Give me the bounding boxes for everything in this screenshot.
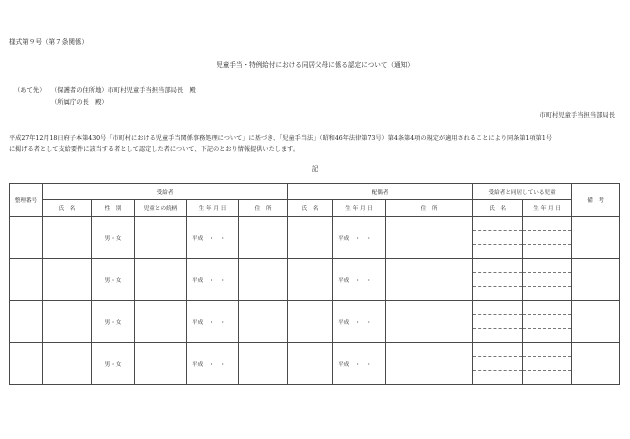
spouse-birthdate-cell[interactable]: 平成 ・ ・ [333, 343, 386, 385]
recipient-address-cell[interactable] [239, 343, 288, 385]
table-row [10, 301, 620, 343]
child-subrow[interactable] [473, 273, 522, 287]
child-name-cell[interactable] [473, 343, 523, 385]
recipient-sex-cell[interactable]: 男・女 [92, 343, 135, 385]
child-subrow[interactable] [523, 273, 571, 287]
header-spouse-address: 住 所 [386, 200, 473, 217]
child-subrow[interactable] [473, 231, 522, 245]
child-subrow[interactable] [523, 315, 571, 329]
remarks-cell[interactable] [572, 301, 620, 343]
header-remarks: 備 考 [572, 184, 620, 217]
child-subrow[interactable] [523, 217, 571, 231]
body-text-line-1: 平成27年12月18日府子本第430号「市町村における児童手当関係事務処理について」に基づき、「児童手当法」（昭和46年法律第73号）第4条第4項の規定が適用されることにより同条第1項第1号 [9, 135, 552, 142]
spouse-name-cell[interactable] [288, 301, 333, 343]
form-number: 様式第９号（第７条関係） [9, 38, 89, 46]
recipient-name-cell[interactable] [43, 259, 92, 301]
child-subrow[interactable] [473, 315, 522, 329]
child-subrow[interactable] [523, 259, 571, 273]
remarks-cell[interactable] [572, 217, 620, 259]
relationship-cell[interactable] [135, 217, 187, 259]
header-relationship: 児童との続柄 [135, 200, 187, 217]
header-children-group: 受給者と同居している児童 [473, 184, 572, 200]
table-row [10, 217, 620, 259]
child-subrow[interactable] [523, 357, 571, 371]
recipient-address-cell[interactable] [239, 301, 288, 343]
spouse-address-cell[interactable] [386, 301, 473, 343]
child-subrow[interactable] [473, 329, 522, 342]
seiri-number-cell[interactable] [10, 259, 43, 301]
relationship-cell[interactable] [135, 343, 187, 385]
addressee-label: （あて先） [14, 87, 46, 94]
header-recipient-group: 受給者 [43, 184, 288, 200]
child-subrow[interactable] [473, 343, 522, 357]
header-recipient-birthdate: 生 年 月 日 [187, 200, 239, 217]
seiri-number-cell[interactable] [10, 343, 43, 385]
recipient-name-cell[interactable] [43, 343, 92, 385]
ki-heading: 記 [311, 165, 319, 173]
child-subrow[interactable] [523, 287, 571, 300]
remarks-cell[interactable] [572, 259, 620, 301]
child-subrow[interactable] [473, 301, 522, 315]
child-birthdate-cell[interactable] [523, 343, 572, 385]
child-subrow[interactable] [523, 301, 571, 315]
header-child-birthdate: 生 年 月 日 [523, 200, 572, 217]
table-row [10, 343, 620, 385]
header-recipient-name: 氏 名 [43, 200, 92, 217]
child-name-cell[interactable] [473, 301, 523, 343]
child-subrow[interactable] [523, 343, 571, 357]
spouse-birthdate-cell[interactable]: 平成 ・ ・ [333, 217, 386, 259]
header-spouse-name: 氏 名 [288, 200, 333, 217]
recipient-birthdate-cell[interactable]: 平成 ・ ・ [187, 259, 239, 301]
recipient-birthdate-cell[interactable]: 平成 ・ ・ [187, 301, 239, 343]
recipient-sex-cell[interactable]: 男・女 [92, 217, 135, 259]
document-title: 児童手当・特例給付における同居父母に係る認定について（通知） [216, 61, 414, 69]
sender: 市町村児童手当担当部局長 [539, 112, 615, 119]
recipient-birthdate-cell[interactable]: 平成 ・ ・ [187, 217, 239, 259]
seiri-number-cell[interactable] [10, 217, 43, 259]
spouse-address-cell[interactable] [386, 217, 473, 259]
spouse-birthdate-cell[interactable]: 平成 ・ ・ [333, 301, 386, 343]
info-table [9, 183, 620, 385]
child-subrow[interactable] [523, 371, 571, 384]
header-spouse-birthdate: 生 年 月 日 [333, 200, 386, 217]
recipient-birthdate-cell[interactable]: 平成 ・ ・ [187, 343, 239, 385]
addressee-line-1: （保護者の住所地）市町村児童手当担当部局長 殿 [51, 87, 196, 94]
recipient-address-cell[interactable] [239, 217, 288, 259]
spouse-name-cell[interactable] [288, 259, 333, 301]
header-spouse-group: 配偶者 [288, 184, 473, 200]
spouse-address-cell[interactable] [386, 343, 473, 385]
child-birthdate-cell[interactable] [523, 217, 572, 259]
recipient-name-cell[interactable] [43, 301, 92, 343]
spouse-birthdate-cell[interactable]: 平成 ・ ・ [333, 259, 386, 301]
child-subrow[interactable] [473, 259, 522, 273]
child-name-cell[interactable] [473, 259, 523, 301]
spouse-name-cell[interactable] [288, 343, 333, 385]
header-child-name: 氏 名 [473, 200, 523, 217]
child-subrow[interactable] [473, 217, 522, 231]
child-birthdate-cell[interactable] [523, 259, 572, 301]
header-recipient-address: 住 所 [239, 200, 288, 217]
child-subrow[interactable] [523, 329, 571, 342]
relationship-cell[interactable] [135, 301, 187, 343]
remarks-cell[interactable] [572, 343, 620, 385]
child-subrow[interactable] [473, 357, 522, 371]
child-subrow[interactable] [473, 371, 522, 384]
spouse-address-cell[interactable] [386, 259, 473, 301]
addressee-line-2: （所属庁の長 殿） [51, 99, 108, 106]
recipient-sex-cell[interactable]: 男・女 [92, 259, 135, 301]
child-subrow[interactable] [473, 287, 522, 300]
seiri-number-cell[interactable] [10, 301, 43, 343]
child-subrow[interactable] [523, 245, 571, 258]
spouse-name-cell[interactable] [288, 217, 333, 259]
table-row [10, 259, 620, 301]
body-text-line-2: に掲げる者として支給要件に該当する者として認定した者について、下記のとおり情報提供いたします。 [9, 146, 300, 153]
relationship-cell[interactable] [135, 259, 187, 301]
header-recipient-sex: 性 別 [92, 200, 135, 217]
child-birthdate-cell[interactable] [523, 301, 572, 343]
recipient-sex-cell[interactable]: 男・女 [92, 301, 135, 343]
recipient-name-cell[interactable] [43, 217, 92, 259]
child-subrow[interactable] [473, 245, 522, 258]
child-subrow[interactable] [523, 231, 571, 245]
recipient-address-cell[interactable] [239, 259, 288, 301]
child-name-cell[interactable] [473, 217, 523, 259]
header-seiri-number: 整理番号 [10, 184, 43, 217]
